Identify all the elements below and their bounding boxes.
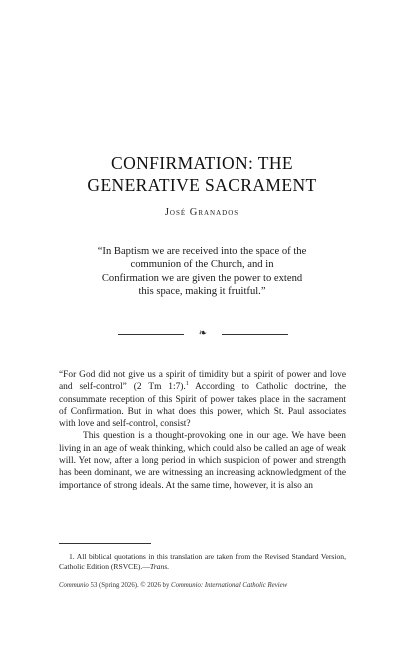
title-line-1: CONFIRMATION: THE xyxy=(111,153,293,173)
issue-info: 53 (Spring 2026). © 2026 by xyxy=(88,582,172,589)
footnote-text: 1. All biblical quotations in this translation are taken from the Revised Standard Version, Catholic Edition (RSVCE).— xyxy=(59,552,346,571)
ornament-icon: ❧ xyxy=(198,328,208,339)
epigraph-line-1: “In Baptism we are received into the space of the xyxy=(97,246,307,257)
divider-rule-right xyxy=(222,334,288,335)
epigraph-line-4: this space, making it fruitful.” xyxy=(138,286,266,298)
epigraph-line-3: Confirmation we are given the power to extend xyxy=(101,272,303,284)
footnote xyxy=(59,552,346,572)
journal-name: Communio xyxy=(59,582,89,589)
footnote-reference[interactable]: 1 xyxy=(185,381,189,388)
article-body xyxy=(59,369,346,492)
epigraph-quote xyxy=(78,245,326,299)
publisher-name: Communio: International Catholic Review xyxy=(171,582,288,589)
journal-citation xyxy=(59,581,359,590)
body-paragraph-1 xyxy=(59,369,346,430)
body-paragraph-2: This question is a thought-provoking one in our age. We have been living in an age of weak thinking, which could also be called an age of weak will. Yet now, after a long period in which suspicion of power and strength has been dominant, we are witnessing an increasing acknowledgment of the importance of strong ideals. At the same time, however, it is also an xyxy=(59,431,346,491)
article-title xyxy=(40,152,364,196)
section-divider xyxy=(118,328,288,340)
title-line-2: GENERATIVE SACRAMENT xyxy=(87,175,317,195)
footnote-trans-label: Trans. xyxy=(149,562,170,571)
author-name: José Granados xyxy=(164,207,240,218)
paragraph-1-text-b: According to Catholic doctrine, the consummate reception of this Spirit of power takes place in the sacrament of Confirmation. But in what does this power, which St. Paul associates with love and self-control, consist? xyxy=(59,382,346,430)
epigraph-line-2: communion of the Church, and in xyxy=(130,259,274,271)
paragraph-1-text-a: “For God did not give us a spirit of timidity but a spirit of power and love and self-control” (2 Tm 1:7). xyxy=(59,370,346,393)
footnote-separator xyxy=(59,543,151,544)
divider-rule-left xyxy=(118,334,184,335)
